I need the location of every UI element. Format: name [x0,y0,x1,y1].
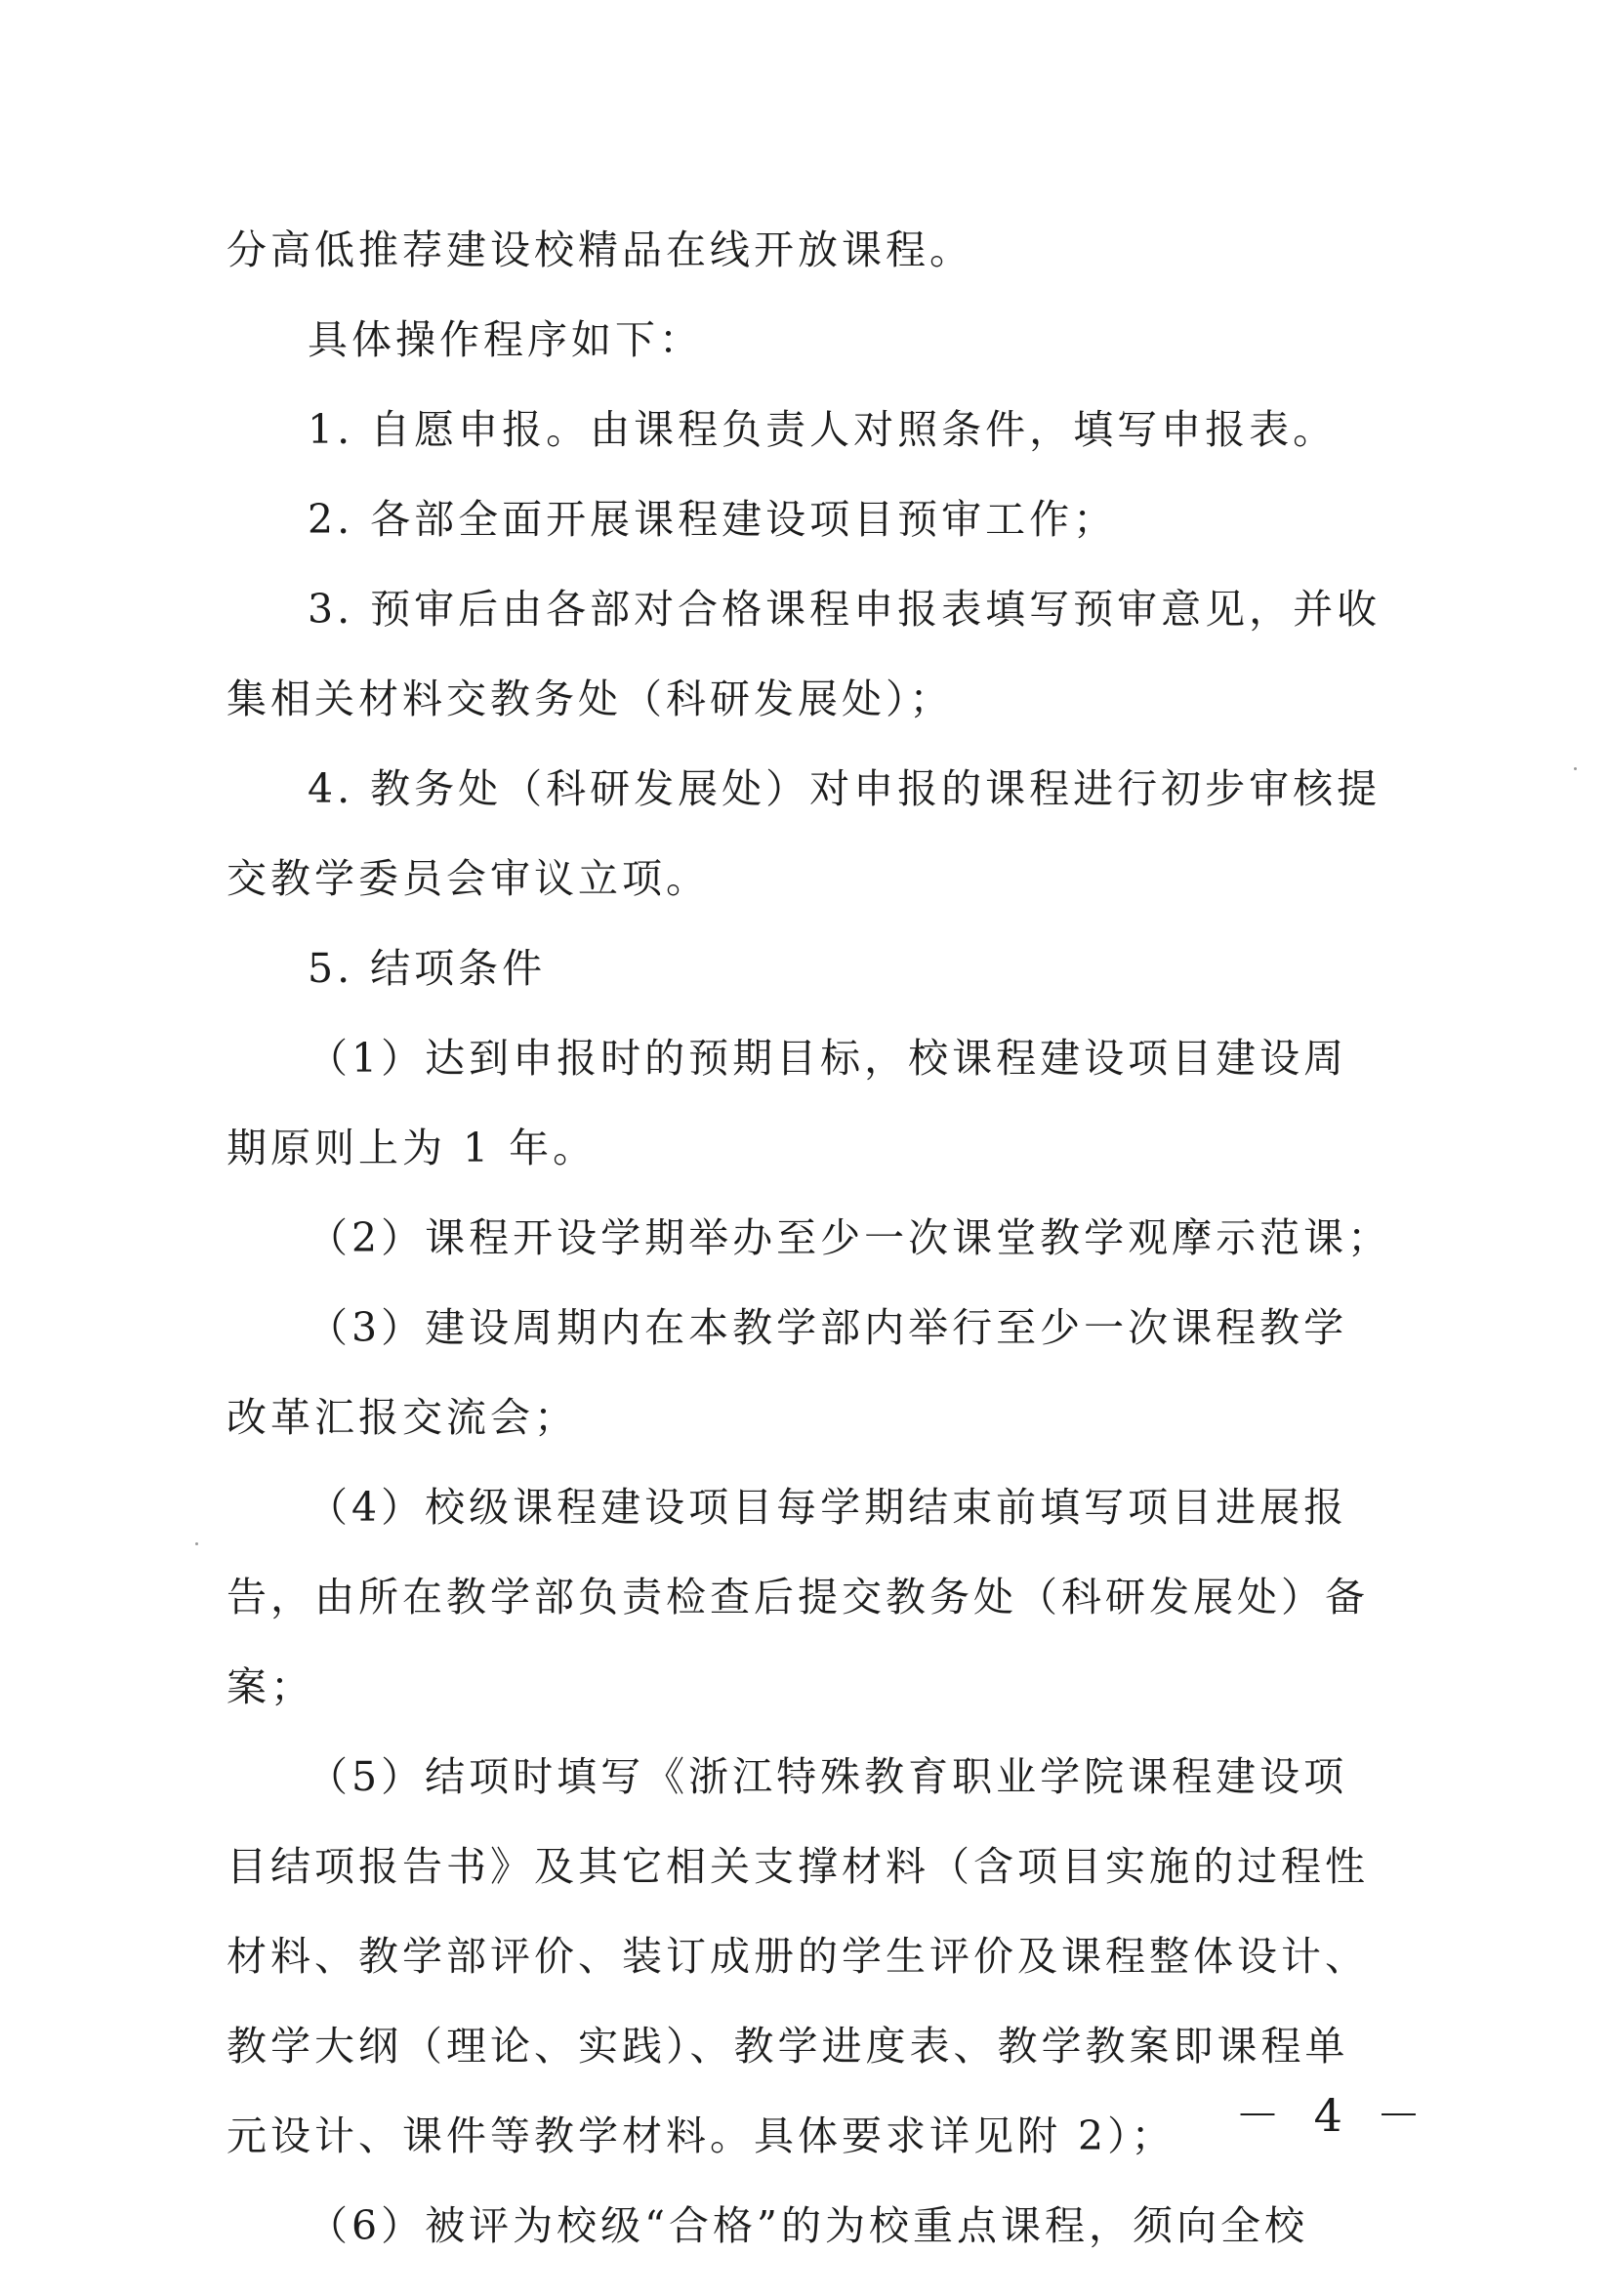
text-line-18: （5）结项时填写《浙江特殊教育职业学院课程建设项 [308,1753,1348,1800]
text-line-20: 材料、教学部评价、装订成册的学生评价及课程整体设计、 [227,1933,1369,1980]
text-line-15: （4）校级课程建设项目每学期结束前填写项目进展报 [308,1484,1348,1531]
text-line-13: （3）建设周期内在本教学部内举行至少一次课程教学 [308,1304,1348,1351]
text-line-11: 期原则上为 1 年。 [227,1125,598,1171]
text-line-5: 3. 预审后由各部对合格课程申报表填写预审意见，并收 [308,586,1382,633]
page-number: － 4 － [1235,2089,1431,2142]
text-line-10: （1）达到申报时的预期目标，校课程建设项目建设周 [308,1035,1348,1082]
scan-speck [1574,767,1577,770]
text-line-19: 目结项报告书》及其它相关支撑材料（含项目实施的过程性 [227,1843,1369,1890]
text-line-22: 元设计、课件等教学材料。具体要求详见附 2）； [227,2112,1176,2159]
text-line-7: 4. 教务处（科研发展处）对申报的课程进行初步审核提 [308,765,1382,812]
text-line-6: 集相关材料交教务处（科研发展处）； [227,676,954,722]
text-line-16: 告，由所在教学部负责检查后提交教务处（科研发展处）备 [227,1574,1369,1620]
scan-speck [195,1542,198,1545]
text-line-17: 案； [227,1663,314,1710]
text-line-9: 5. 结项条件 [308,945,547,992]
text-line-21: 教学大纲（理论、实践）、教学进度表、教学教案即课程单 [227,2023,1349,2070]
text-line-12: （2）课程开设学期举办至少一次课堂教学观摩示范课； [308,1214,1392,1261]
text-line-3: 1. 自愿申报。由课程负责人对照条件，填写申报表。 [308,406,1338,453]
text-line-8: 交教学委员会审议立项。 [227,855,710,902]
text-line-2: 具体操作程序如下： [308,316,703,363]
text-line-4: 2. 各部全面开展课程建设项目预审工作； [308,496,1118,543]
text-line-14: 改革汇报交流会； [227,1394,578,1441]
text-line-23: （6）被评为校级“合格”的为校重点课程，须向全校 [308,2202,1309,2249]
text-line-1: 分高低推荐建设校精品在线开放课程。 [227,226,973,273]
